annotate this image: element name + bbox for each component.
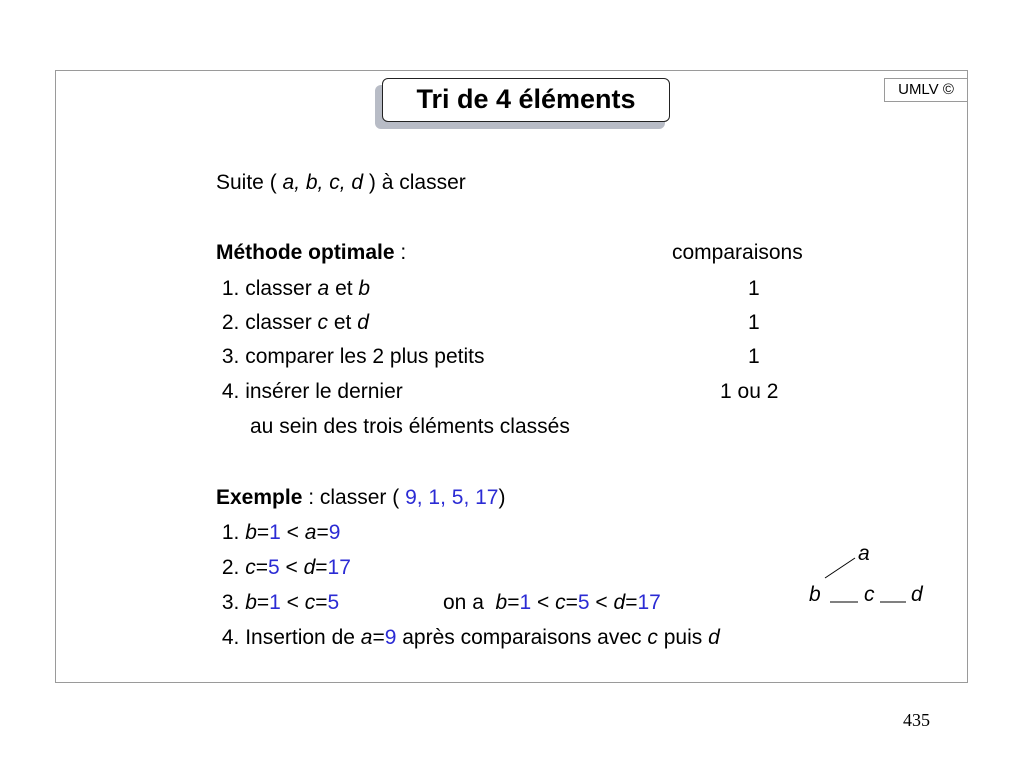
value: 9: [328, 521, 341, 544]
step-number: 3.: [216, 345, 246, 368]
method-heading: Méthode optimale: [216, 241, 395, 264]
operator: <: [280, 591, 305, 614]
page-number: 435: [903, 710, 930, 730]
step-number: 1.: [216, 277, 246, 300]
method-heading-line: [216, 240, 406, 266]
equals: =: [255, 556, 268, 579]
example-prefix: : classer (: [302, 486, 406, 509]
method-step-1: [216, 276, 370, 302]
insertion-text: Insertion de: [245, 626, 361, 649]
var: d: [708, 626, 720, 649]
var: b: [245, 591, 257, 614]
step-text: classer: [245, 311, 318, 334]
tree-node-c: c: [864, 583, 875, 606]
example-values: 9, 1, 5, 17: [405, 486, 499, 509]
var: b: [495, 591, 508, 614]
tree-node-d: d: [911, 583, 923, 606]
comparisons-header: comparaisons: [672, 241, 803, 264]
var: c: [245, 556, 256, 579]
value: 1: [269, 591, 281, 614]
copyright-badge: UMLV ©: [884, 78, 968, 102]
step-4-count: 1 ou 2: [720, 380, 779, 403]
insertion-text: puis: [657, 626, 709, 649]
step-var: d: [357, 311, 369, 334]
step-text: comparer les 2 plus petits: [245, 345, 485, 368]
step-text: et: [328, 311, 358, 334]
tree-node-a: a: [858, 542, 870, 565]
step-text: classer: [245, 277, 318, 300]
var: b: [245, 521, 257, 544]
step-text: et: [329, 277, 359, 300]
example-line-3: [216, 590, 339, 616]
slide-title: Tri de 4 éléments: [382, 78, 670, 122]
comparison-tree-diagram: [800, 540, 940, 610]
step-number: 2.: [216, 311, 246, 334]
var: c: [555, 591, 566, 614]
value: 5: [267, 556, 280, 579]
step-var: b: [358, 277, 371, 300]
example-line-4: [216, 625, 720, 651]
value: 17: [637, 591, 661, 614]
tree-node-b: b: [809, 583, 821, 606]
equals: =: [256, 591, 270, 614]
intro-suffix: ) à classer: [363, 171, 466, 194]
step-2-count: 1: [748, 311, 760, 334]
method-step-4: [216, 379, 403, 405]
value: 1: [269, 521, 281, 544]
value: 5: [327, 591, 340, 614]
equals: =: [256, 521, 270, 544]
example-suffix: ): [498, 486, 506, 509]
equals: =: [316, 521, 329, 544]
step-3-count: 1: [748, 345, 760, 368]
equals: =: [315, 591, 328, 614]
equals: =: [372, 626, 385, 649]
var: a: [360, 626, 373, 649]
step-var: c: [317, 311, 329, 334]
value: 17: [327, 556, 351, 579]
method-step-3: [216, 344, 484, 370]
step-1-count: 1: [748, 277, 760, 300]
var: c: [304, 591, 316, 614]
step-number: 4.: [216, 380, 246, 403]
method-colon: :: [394, 241, 407, 264]
example-heading: Exemple: [216, 486, 303, 509]
operator: <: [280, 521, 305, 544]
equals: =: [315, 556, 328, 579]
operator: <: [531, 591, 556, 614]
intro-line: [216, 170, 466, 196]
method-step-2: [216, 310, 369, 336]
equals: =: [565, 591, 578, 614]
example-line-3-result: [443, 590, 661, 616]
var: a: [304, 521, 317, 544]
line-number: 1.: [216, 521, 246, 544]
insertion-text: après comparaisons avec: [396, 626, 648, 649]
equals: =: [625, 591, 638, 614]
step-var: a: [317, 277, 330, 300]
operator: <: [589, 591, 614, 614]
var: c: [647, 626, 658, 649]
intro-prefix: Suite (: [216, 171, 283, 194]
tree-edge-b-a: [825, 558, 855, 578]
example-heading-line: [216, 485, 505, 511]
value: 9: [384, 626, 397, 649]
var: d: [613, 591, 626, 614]
intro-vars: a, b, c, d: [282, 171, 364, 194]
operator: <: [279, 556, 304, 579]
example-line-2: [216, 555, 351, 581]
var: d: [303, 556, 316, 579]
line-number: 2.: [216, 556, 246, 579]
equals: =: [507, 591, 520, 614]
example-line-1: [216, 520, 340, 546]
value: 1: [519, 591, 532, 614]
line-number: 4.: [216, 626, 246, 649]
value: 5: [577, 591, 590, 614]
line-number: 3.: [216, 591, 246, 614]
on-a-text: on a: [443, 591, 496, 614]
step-text: insérer le dernier: [245, 380, 403, 403]
step-4-continuation: au sein des trois éléments classés: [250, 415, 570, 438]
